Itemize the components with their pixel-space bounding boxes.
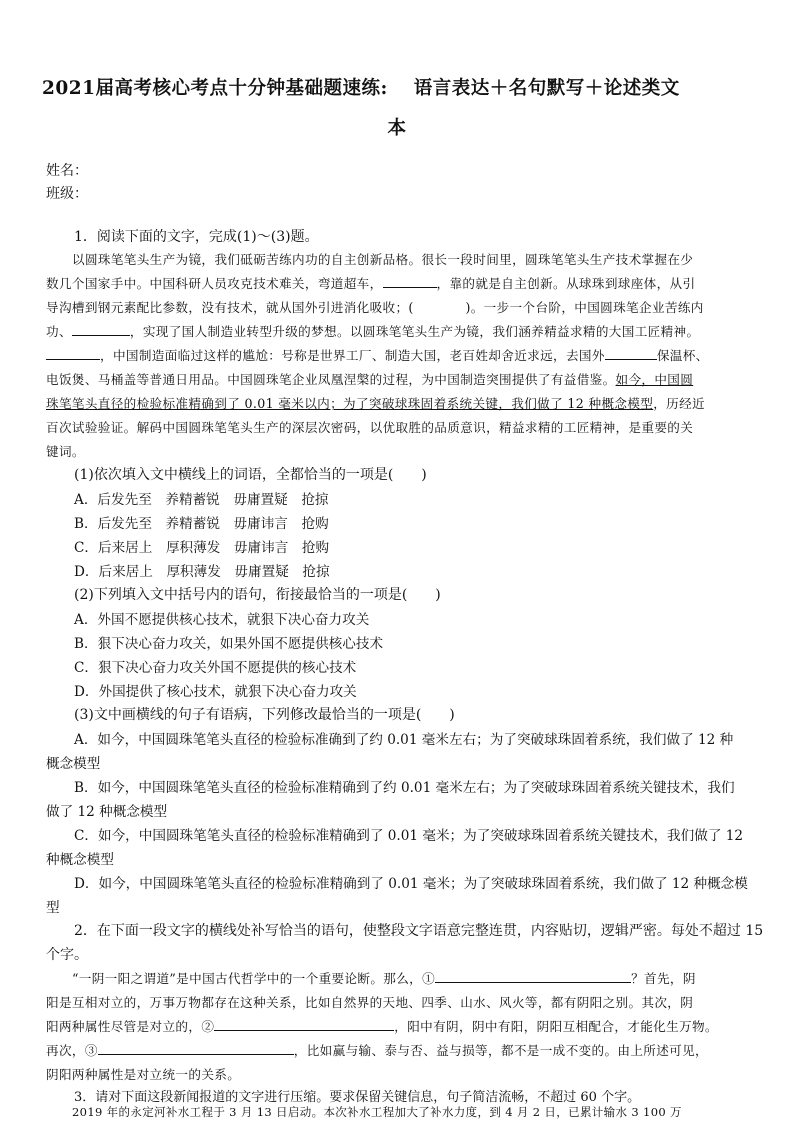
q1-sub3-option-a-cont: 概念模型: [46, 756, 101, 772]
q1-sub3-option-d-cont: 型: [46, 900, 60, 916]
q2-blank-1: [435, 970, 631, 983]
blank-marker-1: ①: [422, 971, 436, 986]
page-title-line1: 2021届高考核心考点十分钟基础题速练: 语言表达＋名句默写＋论述类文: [42, 78, 680, 99]
q1-sub3-option-b: B．如今，中国圆珠笔笔头直径的检验标准精确到了约 0.01 毫米左右；为了突破球珠固着系统关键技术，我们: [74, 780, 735, 796]
q1-blank-4: [605, 347, 657, 360]
q1-sub3-option-d: D．如今，中国圆珠笔笔头直径的检验标准精确到了 0.01 毫米；为了突破球珠固着系统，我们做了 12 种概念模: [74, 876, 748, 892]
q1-sub2-option-d: D．外国提供了核心技术，就狠下决心奋力攻关: [74, 684, 357, 700]
q2-stem-cont: 个字。: [46, 947, 88, 963]
blank-marker-2: ②: [201, 1019, 215, 1034]
q1-stem: 1．阅读下面的文字，完成(1)～(3)题。: [74, 229, 319, 245]
q1-sub1-option-d: D．后来居上 厚积薄发 毋庸置疑 抢掠: [74, 564, 330, 580]
q1-sub1-option-b: B．后发先至 养精蓄锐 毋庸讳言 抢购: [74, 516, 329, 532]
q1-passage-line: 珠笔笔头直径的检验标准精确到了 0.01 毫米以内；为了突破球珠固着系统关键，我们做了 12 种概念模型，历经近: [46, 396, 705, 411]
q1-passage-line: 电饭煲、马桶盖等普通日用品。中国圆珠笔企业凤凰涅槃的过程，为中国制造突围提供了有益借鉴。如今，中国圆: [46, 372, 694, 387]
q1-sub2-option-a: A．外国不愿提供核心技术，就狠下决心奋力攻关: [74, 612, 370, 628]
q1-sub3-stem: (3)文中画横线的句子有语病，下列修改最恰当的一项是( ): [74, 707, 455, 723]
q2-stem: 2．在下面一段文字的横线处补写恰当的语句，使整段文字语意完整连贯，内容贴切，逻辑严密。每处不超过 15: [74, 923, 764, 939]
blank-marker-3: ③: [84, 1043, 98, 1058]
q1-passage-line: 功、 ，实现了国人制造业转型升级的梦想。以圆珠笔笔头生产为镜，我们涵养精益求精的大国工匠精神。: [46, 324, 700, 339]
page-title-line2: 本: [387, 118, 407, 139]
q2-passage-line: “一阴一阳之谓道”是中国古代哲学中的一个重要论断。那么，① ？首先，阴: [72, 971, 696, 986]
q1-sub2-option-c: C．狠下决心奋力攻关外国不愿提供的核心技术: [74, 660, 357, 676]
q1-sub1-stem: (1)依次填入文中横线上的词语，全都恰当的一项是( ): [74, 467, 427, 483]
q1-sub2-option-b: B．狠下决心奋力攻关，如果外国不愿提供核心技术: [74, 636, 384, 652]
q1-passage-line: 导沟槽到钢元素配比参数，没有技术，就从国外引进消化吸收；( )。一步一个台阶，中国圆珠笔企业苦练内: [46, 300, 704, 315]
q3-passage-line: 2019 年的永定河补水工程于 3 月 13 日启动。本次补水工程加大了补水力度，到 4 月 2 日，已累计输水 3 100 万: [72, 1105, 682, 1119]
q1-sub3-option-c: C．如今，中国圆珠笔笔头直径的检验标准精确到了 0.01 毫米；为了突破球珠固着系统关键技术，我们做了 12: [74, 828, 744, 844]
q1-sub3-option-a: A．如今，中国圆珠笔笔头直径的检验标准确到了约 0.01 毫米左右；为了突破球珠固着系统，我们做了 12 种: [74, 732, 734, 748]
q1-sub1-option-a: A．后发先至 养精蓄锐 毋庸置疑 抢掠: [74, 492, 329, 508]
q2-blank-3: [98, 1042, 294, 1055]
q1-blank-2: [72, 323, 130, 336]
q1-passage-line: 数几个国家手中。中国科研人员攻克技术难关，弯道超车， ，靠的就是自主创新。从球珠到球座体，从引: [46, 276, 696, 291]
q2-passage-line: 阴阳两种属性是对立统一的关系。: [46, 1067, 241, 1082]
name-label: 姓名：: [46, 163, 88, 179]
q1-sub2-stem: (2)下列填入文中括号内的语句，衔接最恰当的一项是( ): [74, 587, 441, 603]
underlined-sentence: 珠笔笔头直径的检验标准精确到了 0.01 毫米以内；为了突破球珠固着系统关键，我们做了 12 种概念模型: [46, 396, 654, 411]
q1-passage-line: 百次试验验证。解码中国圆珠笔笔头生产的深层次密码，以优取胜的品质意识，精益求精的工匠精神，是重要的关: [46, 420, 694, 435]
underlined-sentence: 如今，中国圆: [615, 372, 694, 387]
q3-stem: 3．请对下面这段新闻报道的文字进行压缩。要求保留关键信息，句子简洁流畅，不超过 60 个字。: [74, 1090, 641, 1105]
q1-sub3-option-c-cont: 种概念模型: [46, 852, 114, 868]
q2-blank-2: [214, 1018, 394, 1031]
q1-passage-line: 键词。: [46, 444, 85, 459]
q1-passage-line: ，中国制造面临过这样的尴尬：号称是世界工厂、制造大国，老百姓却舍近求远，去国外 保温杯、: [46, 345, 748, 364]
class-label: 班级：: [46, 186, 88, 202]
q1-blank-1: [383, 275, 437, 288]
q1-sub1-option-c: C．后来居上 厚积薄发 毋庸讳言 抢购: [74, 540, 330, 556]
q1-sub3-option-b-cont: 做了 12 种概念模型: [46, 804, 168, 820]
q1-passage-line: 以圆珠笔笔头生产为镜，我们砥砺苦练内功的自主创新品格。很长一段时间里，圆珠笔笔头生产技术掌握在少: [72, 252, 694, 267]
q2-passage-line: 阳两种属性尽管是对立的，② ，阳中有阴，阴中有阳，阴阳互相配合，才能化生万物。: [46, 1019, 718, 1034]
q2-passage-line: 再次，③ ，比如赢与输、泰与否、益与损等，都不是一成不变的。由上所述可见，: [46, 1043, 708, 1058]
q1-blank-3: [46, 347, 100, 360]
q2-passage-line: 阳是互相对立的，万事万物都存在这种关系，比如自然界的天地、四季、山水、风火等，都有阴阳之别。其次，阴: [46, 995, 694, 1010]
